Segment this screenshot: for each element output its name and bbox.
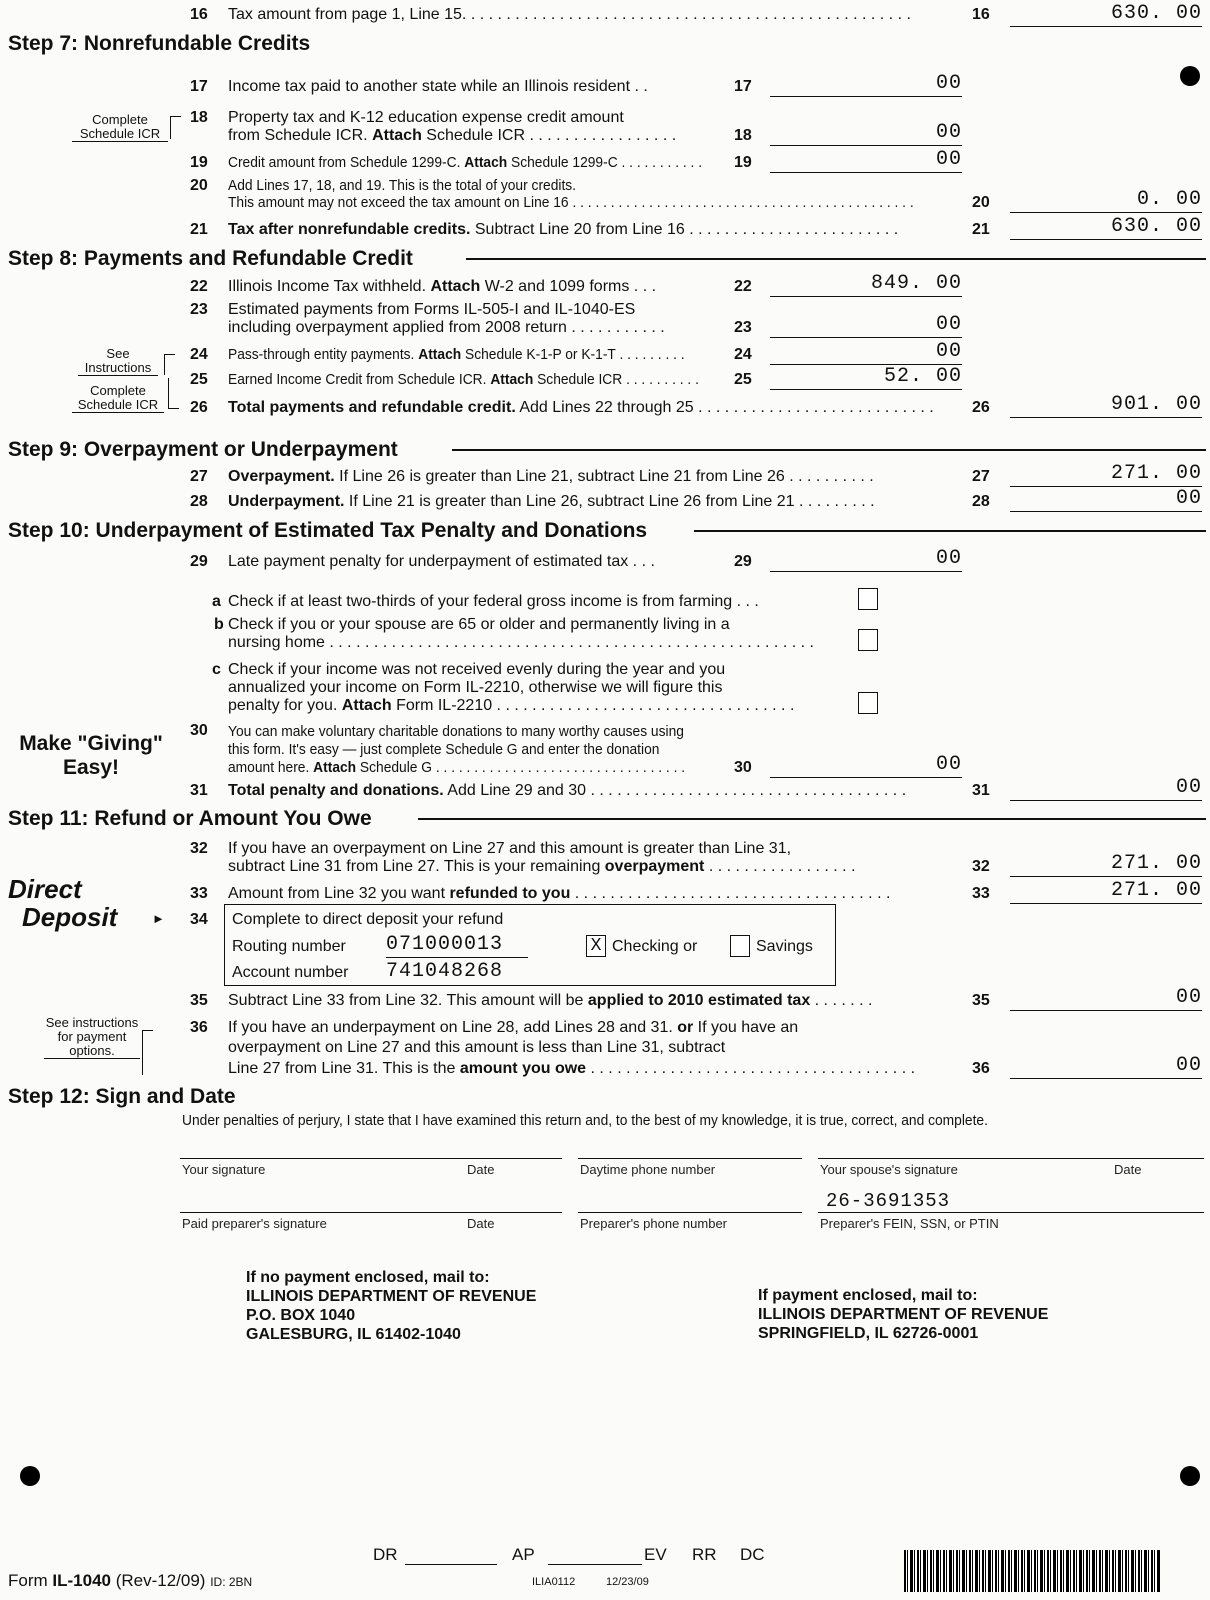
mail-payment — [758, 1286, 1048, 1343]
mail-line: If no payment enclosed, mail to: — [246, 1269, 490, 1286]
divider — [418, 818, 1206, 820]
savings-checkbox[interactable] — [730, 935, 750, 957]
line19-amount[interactable]: 00 — [770, 148, 962, 173]
line20-amount[interactable]: 0. 00 — [1010, 188, 1202, 213]
side-note: See instructions for payment options. — [45, 1015, 139, 1058]
line25-amount[interactable]: 52. 00 — [770, 365, 962, 390]
dr-label: DR — [373, 1545, 398, 1564]
line30-text3: amount here. Attach Schedule G . . . . . . . . . . . . . . . . . . . . . . . . . . . . . . . . . — [228, 759, 686, 776]
line21-amount[interactable]: 630. 00 — [1010, 215, 1202, 240]
line28-amount[interactable]: 00 — [1010, 487, 1202, 512]
line-number: 17 — [190, 78, 208, 95]
line29-amount[interactable]: 00 — [770, 547, 962, 572]
line-number: 28 — [190, 493, 208, 510]
line30-text1: You can make voluntary charitable donations to many worthy causes using — [228, 723, 684, 740]
spouse-signature-label: Your spouse's signature — [820, 1162, 958, 1177]
date-label: Date — [467, 1216, 495, 1231]
line21-text: Tax after nonrefundable credits. Subtract Line 20 from Line 16 . . . . . . . . . . . . . . . . . . . . . . . . — [228, 221, 899, 238]
line-number: 20 — [190, 177, 208, 194]
farming-checkbox[interactable] — [858, 588, 878, 610]
routing-label: Routing number — [232, 938, 346, 955]
line32-amount[interactable]: 271. 00 — [1010, 852, 1202, 877]
line32-text2: subtract Line 31 from Line 27. This is your remaining overpayment . . . . . . . . . . . . . . . . . — [228, 858, 856, 875]
box-number: 29 — [734, 553, 752, 570]
line26-text: Total payments and refundable credit. Add Lines 22 through 25 . . . . . . . . . . . . . . . . . . . . . . . . . . . — [228, 399, 934, 416]
preparer-fein-value[interactable]: 26-3691353 — [826, 1190, 951, 1212]
line18-amount[interactable]: 00 — [770, 121, 962, 146]
dc-label: DC — [740, 1545, 765, 1564]
fein-line — [818, 1212, 1204, 1213]
line-number: 33 — [190, 885, 208, 902]
line20-text2: This amount may not exceed the tax amount on Line 16 . . . . . . . . . . . . . . . . . . . . . . . . . . . . . . . . . . . . . . . . . . . . . — [228, 194, 914, 211]
checkbox-c-text3: penalty for you. Attach Form IL-2210 . . . . . . . . . . . . . . . . . . . . . . . . . . . . . . . . . . — [228, 697, 795, 714]
line-number: 29 — [190, 553, 208, 570]
box-number: 25 — [734, 371, 752, 388]
date-label: Date — [467, 1162, 495, 1177]
line22-amount[interactable]: 849. 00 — [770, 272, 962, 297]
direct-deposit-title2: Deposit — [22, 902, 118, 932]
phone-line[interactable] — [578, 1158, 802, 1159]
box-number: 19 — [734, 154, 752, 171]
line-number: 16 — [190, 6, 208, 23]
preparer-phone-line[interactable] — [578, 1212, 802, 1213]
line24-text: Pass-through entity payments. Attach Schedule K-1-P or K-1-T . . . . . . . . . — [228, 346, 685, 363]
checking-checkbox[interactable]: X — [586, 935, 606, 957]
mail-line: P.O. BOX 1040 — [246, 1307, 356, 1324]
line32-text1: If you have an overpayment on Line 27 and this amount is greater than Line 31, — [228, 840, 792, 857]
line31-text: Total penalty and donations. Add Line 29 and 30 . . . . . . . . . . . . . . . . . . . . . . . . . . . . . . . . . . . . — [228, 782, 907, 799]
direct-deposit-header: Complete to direct deposit your refund — [232, 911, 504, 928]
divider — [452, 449, 1206, 451]
line-number: 27 — [190, 468, 208, 485]
nursing-home-checkbox[interactable] — [858, 629, 878, 651]
step8-title: Step 8: Payments and Refundable Credit — [8, 247, 413, 270]
box-number: 31 — [972, 782, 990, 799]
mail-line: ILLINOIS DEPARTMENT OF REVENUE — [758, 1306, 1049, 1323]
line-number: 35 — [190, 992, 208, 1009]
line26-amount[interactable]: 901. 00 — [1010, 393, 1202, 418]
rr-label: RR — [692, 1545, 717, 1564]
step9-title: Step 9: Overpayment or Underpayment — [8, 438, 398, 461]
form-id: Form IL-1040 (Rev-12/09) ID: 2BN — [8, 1571, 253, 1590]
perjury-statement: Under penalties of perjury, I state that I have examined this return and, to the best of my knowledge, it is true, correct, and complete. — [182, 1112, 988, 1129]
preparer-phone-label: Preparer's phone number — [580, 1216, 728, 1231]
mail-line: ILLINOIS DEPARTMENT OF REVENUE — [246, 1288, 537, 1305]
preparer-fein-label: Preparer's FEIN, SSN, or PTIN — [820, 1216, 999, 1231]
checkbox-b-text1: Check if you or your spouse are 65 or older and permanently living in a — [228, 616, 730, 633]
routing-number-field[interactable]: 071000013 — [386, 933, 528, 958]
bracket — [164, 354, 175, 375]
line30-text2: this form. It's easy — just complete Schedule G and enter the donation — [228, 741, 660, 758]
line24-amount[interactable]: 00 — [770, 340, 962, 365]
mail-line: SPRINGFIELD, IL 62726-0001 — [758, 1325, 979, 1342]
divider — [694, 530, 1206, 532]
line-number: 19 — [190, 154, 208, 171]
step10-title: Step 10: Underpayment of Estimated Tax Penalty and Donations — [8, 519, 648, 542]
line33-text: Amount from Line 32 you want refunded to you . . . . . . . . . . . . . . . . . . . . . . . . . . . . . . . . . . . . — [228, 885, 891, 902]
line36-amount[interactable]: 00 — [1010, 1054, 1202, 1079]
barcode — [904, 1550, 1160, 1592]
arrow-icon: ► — [152, 911, 165, 926]
step7-title: Step 7: Nonrefundable Credits — [8, 32, 311, 55]
direct-deposit-title1: Direct — [8, 874, 82, 904]
box-number: 26 — [972, 399, 990, 416]
line35-amount[interactable]: 00 — [1010, 986, 1202, 1011]
giving-note: Make "Giving" Easy! — [19, 732, 163, 779]
line31-amount[interactable]: 00 — [1010, 776, 1202, 801]
dr-line — [405, 1564, 497, 1565]
box-number: 24 — [734, 346, 752, 363]
box-number: 20 — [972, 194, 990, 211]
item-letter: b — [214, 616, 224, 633]
checking-label: Checking or — [612, 938, 698, 955]
account-number-field[interactable]: 741048268 — [386, 960, 504, 983]
box-number: 28 — [972, 493, 990, 510]
ap-label: AP — [512, 1545, 535, 1564]
line-number: 25 — [190, 371, 208, 388]
box-number: 27 — [972, 468, 990, 485]
step11-title: Step 11: Refund or Amount You Owe — [8, 807, 372, 830]
ap-line — [548, 1564, 642, 1565]
side-note: See Instructions — [78, 347, 158, 376]
line-number: 23 — [190, 301, 208, 318]
box-number: 23 — [734, 319, 752, 336]
line-number: 32 — [190, 840, 208, 857]
line16-amount[interactable]: 630. 00 — [1010, 2, 1202, 27]
line-number: 34 — [190, 911, 208, 928]
box-number: 16 — [972, 6, 990, 23]
preparer-signature-label: Paid preparer's signature — [182, 1216, 327, 1231]
item-letter: c — [212, 661, 221, 678]
line35-text: Subtract Line 33 from Line 32. This amount will be applied to 2010 estimated tax . . . . . . . — [228, 992, 873, 1009]
mail-no-payment — [246, 1268, 536, 1344]
bracket — [170, 116, 181, 139]
mail-line: GALESBURG, IL 61402-1040 — [246, 1326, 461, 1343]
line27-amount[interactable]: 271. 00 — [1010, 462, 1202, 487]
step12-title: Step 12: Sign and Date — [8, 1085, 236, 1108]
line22-text: Illinois Income Tax withheld. Attach W-2 and 1099 forms . . . — [228, 278, 657, 295]
line-text: Tax amount from page 1, Line 15. . . . . . . . . . . . . . . . . . . . . . . . . . . . . . . . . . . . . . . . . . . . . . . . . . . — [228, 6, 911, 23]
line36-text3: Line 27 from Line 31. This is the amount you owe . . . . . . . . . . . . . . . . . . . . . . . . . . . . . . . . . . . . . — [228, 1060, 916, 1077]
box-number: 18 — [734, 127, 752, 144]
line20-text1: Add Lines 17, 18, and 19. This is the total of your credits. — [228, 177, 577, 194]
mail-line: If payment enclosed, mail to: — [758, 1287, 978, 1304]
line-number: 18 — [190, 109, 208, 126]
line-number: 36 — [190, 1019, 208, 1036]
form-date: 12/23/09 — [606, 1576, 649, 1588]
line36-text2: overpayment on Line 27 and this amount is less than Line 31, subtract — [228, 1039, 726, 1056]
line33-amount[interactable]: 271. 00 — [1010, 879, 1202, 904]
bracket — [142, 1030, 153, 1075]
registration-dot — [20, 1466, 40, 1486]
item-letter: a — [212, 593, 221, 610]
registration-dot — [1180, 66, 1200, 86]
form-code: ILIA0112 — [532, 1576, 576, 1588]
line30-amount[interactable]: 00 — [770, 753, 962, 778]
box-number: 33 — [972, 885, 990, 902]
line18-text2: from Schedule ICR. Attach Schedule ICR . . . . . . . . . . . . . . . . . — [228, 127, 677, 144]
account-label: Account number — [232, 964, 349, 981]
checkbox-b-text2: nursing home . . . . . . . . . . . . . . . . . . . . . . . . . . . . . . . . . . . . . . . . . . . . . . . . . . . . . . . — [228, 634, 814, 651]
line36-text1: If you have an underpayment on Line 28, add Lines 28 and 31. or If you have an — [228, 1019, 799, 1036]
line19-text: Credit amount from Schedule 1299-C. Attach Schedule 1299-C . . . . . . . . . . . — [228, 154, 703, 171]
box-number: 36 — [972, 1060, 990, 1077]
checkbox-c-text1: Check if your income was not received evenly during the year and you — [228, 661, 726, 678]
line17-amount[interactable]: 00 — [770, 72, 962, 97]
box-number: 22 — [734, 278, 752, 295]
box-number: 17 — [734, 78, 752, 95]
line23-text1: Estimated payments from Forms IL-505-I and IL-1040-ES — [228, 301, 636, 318]
line18-text1: Property tax and K-12 education expense credit amount — [228, 109, 624, 126]
checkbox-a-text: Check if at least two-thirds of your federal gross income is from farming . . . — [228, 593, 759, 610]
preparer-signature-line[interactable] — [180, 1212, 562, 1213]
box-number: 21 — [972, 221, 990, 238]
line23-text2: including overpayment applied from 2008 return . . . . . . . . . . . — [228, 319, 665, 336]
side-note: Complete Schedule ICR — [72, 384, 164, 413]
line-number: 24 — [190, 346, 208, 363]
line29-text: Late payment penalty for underpayment of estimated tax . . . — [228, 553, 655, 570]
line-number: 21 — [190, 221, 208, 238]
line28-text: Underpayment. If Line 21 is greater than Line 26, subtract Line 26 from Line 21 . . . . . . . . . — [228, 493, 875, 510]
line-number: 22 — [190, 278, 208, 295]
bracket — [168, 378, 179, 409]
line-number: 26 — [190, 399, 208, 416]
line25-text: Earned Income Credit from Schedule ICR. Attach Schedule ICR . . . . . . . . . . — [228, 371, 699, 388]
box-number: 35 — [972, 992, 990, 1009]
signature-line[interactable] — [180, 1158, 562, 1159]
checkbox-c-text2: annualized your income on Form IL-2210, otherwise we will figure this — [228, 679, 723, 696]
line-number: 31 — [190, 782, 208, 799]
line-number: 30 — [190, 722, 208, 739]
spouse-signature-line[interactable] — [818, 1158, 1204, 1159]
your-signature-label: Your signature — [182, 1162, 266, 1177]
daytime-phone-label: Daytime phone number — [580, 1162, 716, 1177]
annualized-checkbox[interactable] — [858, 692, 878, 714]
date-label: Date — [1114, 1162, 1142, 1177]
line23-amount[interactable]: 00 — [770, 313, 962, 338]
side-note: Complete Schedule ICR — [72, 113, 168, 142]
divider — [466, 258, 1206, 260]
savings-label: Savings — [756, 938, 813, 955]
ev-label: EV — [644, 1545, 667, 1564]
line17-text: Income tax paid to another state while an Illinois resident . . — [228, 78, 648, 95]
line27-text: Overpayment. If Line 26 is greater than Line 21, subtract Line 21 from Line 26 . . . . . . . . . . — [228, 468, 874, 485]
box-number: 32 — [972, 858, 990, 875]
box-number: 30 — [734, 759, 752, 776]
registration-dot — [1180, 1466, 1200, 1486]
